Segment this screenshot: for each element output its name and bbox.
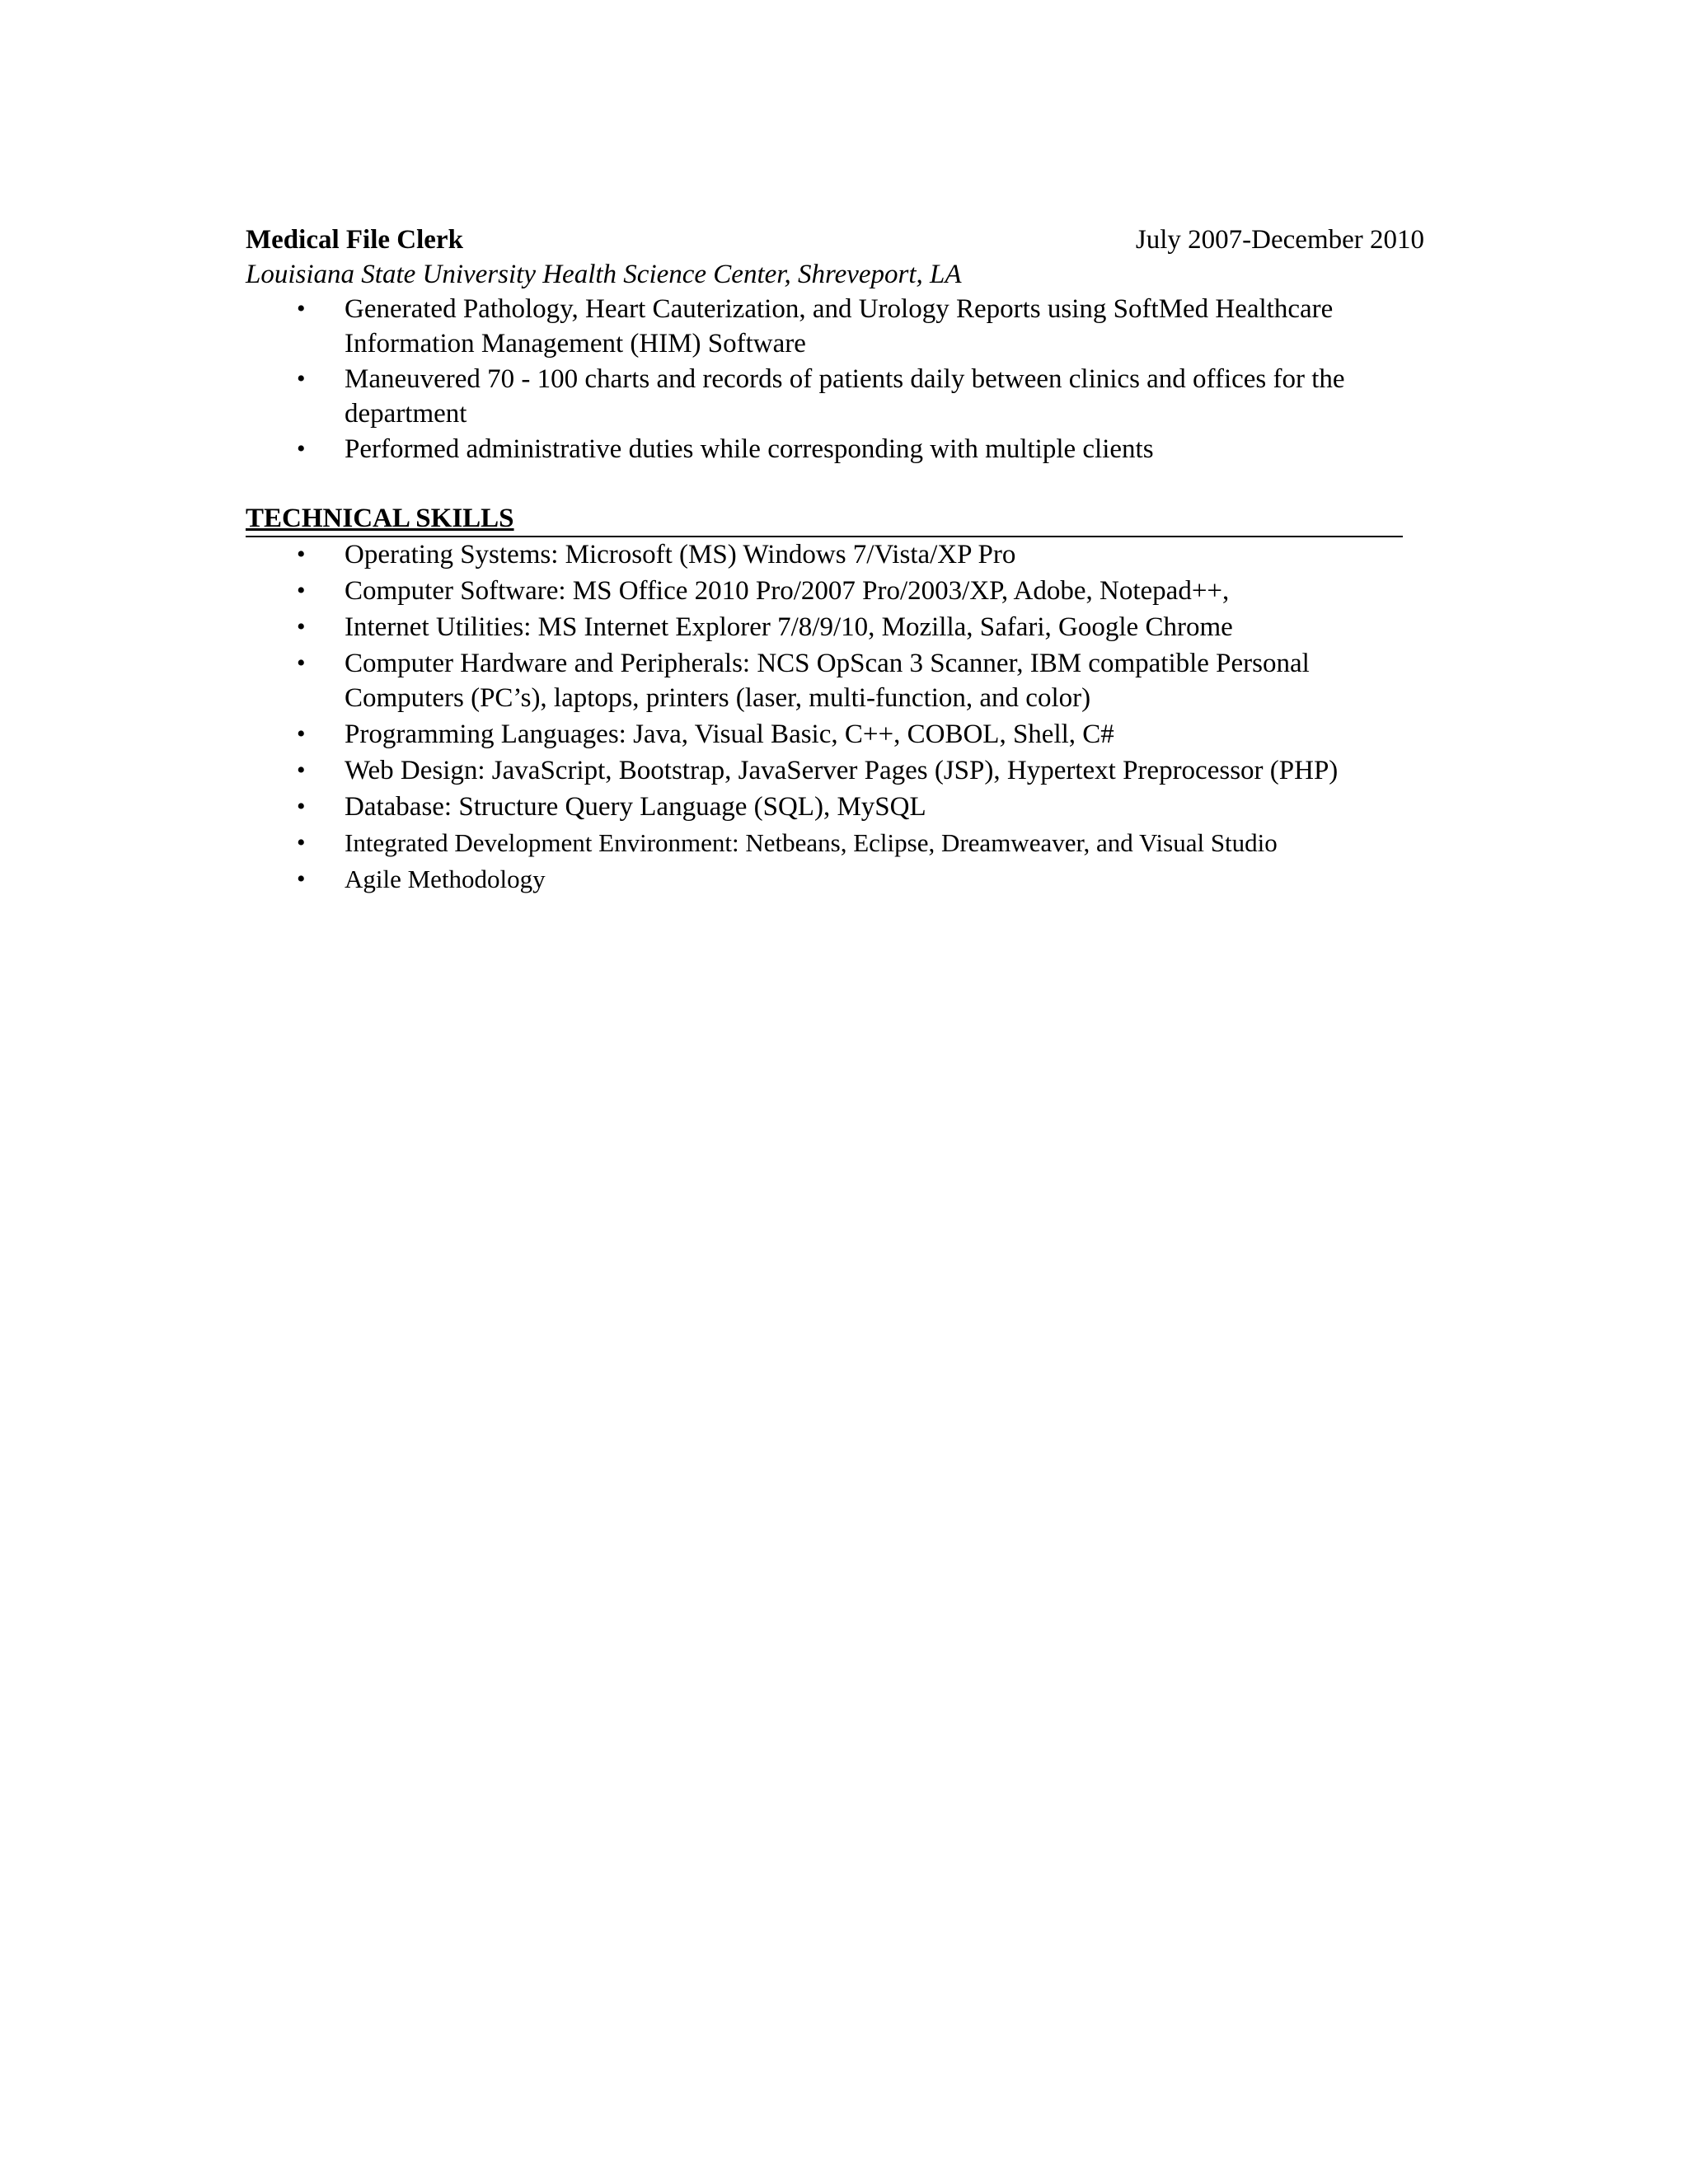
list-item: [246, 432, 1424, 466]
bullet-icon: •: [297, 757, 306, 784]
bullet-icon: •: [297, 649, 306, 677]
bullet-icon: •: [297, 720, 306, 748]
bullet-icon: •: [297, 829, 306, 856]
list-item-text: Operating Systems: Microsoft (MS) Windows 7/Vista/XP Pro: [345, 540, 1016, 569]
technical-skills-list: [246, 537, 1424, 897]
list-item: [246, 753, 1424, 788]
list-item-text: Integrated Development Environment: Netbeans, Eclipse, Dreamweaver, and Visual Studio: [345, 828, 1278, 857]
bullet-icon: •: [297, 435, 306, 462]
employer-line: Louisiana State University Health Science Center, Shreveport, LA: [246, 260, 962, 289]
job-dates: July 2007-December 2010: [1135, 225, 1424, 255]
list-item-text: Computer Hardware and Peripherals: NCS OpScan 3 Scanner, IBM compatible Personal Computers (PC’s), laptops, printers (laser, multi-function, and color): [345, 649, 1310, 713]
technical-skills-heading: [246, 501, 1403, 537]
bullet-icon: •: [297, 295, 306, 322]
bullet-icon: •: [297, 365, 306, 392]
bullet-icon: •: [297, 865, 306, 893]
list-item-text: Programming Languages: Java, Visual Basic, C++, COBOL, Shell, C#: [345, 719, 1114, 749]
job-header: [246, 223, 1424, 257]
list-item-text: Web Design: JavaScript, Bootstrap, JavaServer Pages (JSP), Hypertext Preprocessor (PHP): [345, 756, 1339, 785]
list-item: [246, 610, 1424, 644]
list-item-text: Generated Pathology, Heart Cauterization, and Urology Reports using SoftMed Healthcare Information Management (HIM) Software: [345, 294, 1334, 359]
job-duties-list: [246, 292, 1424, 466]
list-item: [246, 717, 1424, 752]
list-item: [246, 362, 1424, 431]
list-item: [246, 862, 1424, 897]
list-item: [246, 574, 1424, 608]
job-title: Medical File Clerk: [246, 225, 463, 255]
list-item: [246, 646, 1424, 715]
resume-content: [246, 223, 1424, 898]
list-item-text: Performed administrative duties while corresponding with multiple clients: [345, 434, 1154, 464]
list-item-text: Database: Structure Query Language (SQL), MySQL: [345, 792, 926, 822]
list-item: [246, 292, 1424, 361]
list-item: [246, 537, 1424, 572]
bullet-icon: •: [297, 541, 306, 568]
list-item: [246, 790, 1424, 824]
bullet-icon: •: [297, 613, 306, 640]
bullet-icon: •: [297, 793, 306, 820]
section-heading-text: TECHNICAL SKILLS: [246, 504, 514, 533]
list-item: [246, 826, 1424, 860]
list-item-text: Internet Utilities: MS Internet Explorer 7/8/9/10, Mozilla, Safari, Google Chrome: [345, 612, 1233, 642]
list-item-text: Computer Software: MS Office 2010 Pro/2007 Pro/2003/XP, Adobe, Notepad++,: [345, 576, 1230, 606]
list-item-text: Maneuvered 70 - 100 charts and records of patients daily between clinics and offices for the department: [345, 364, 1345, 429]
bullet-icon: •: [297, 577, 306, 604]
list-item-text: Agile Methodology: [345, 865, 546, 893]
